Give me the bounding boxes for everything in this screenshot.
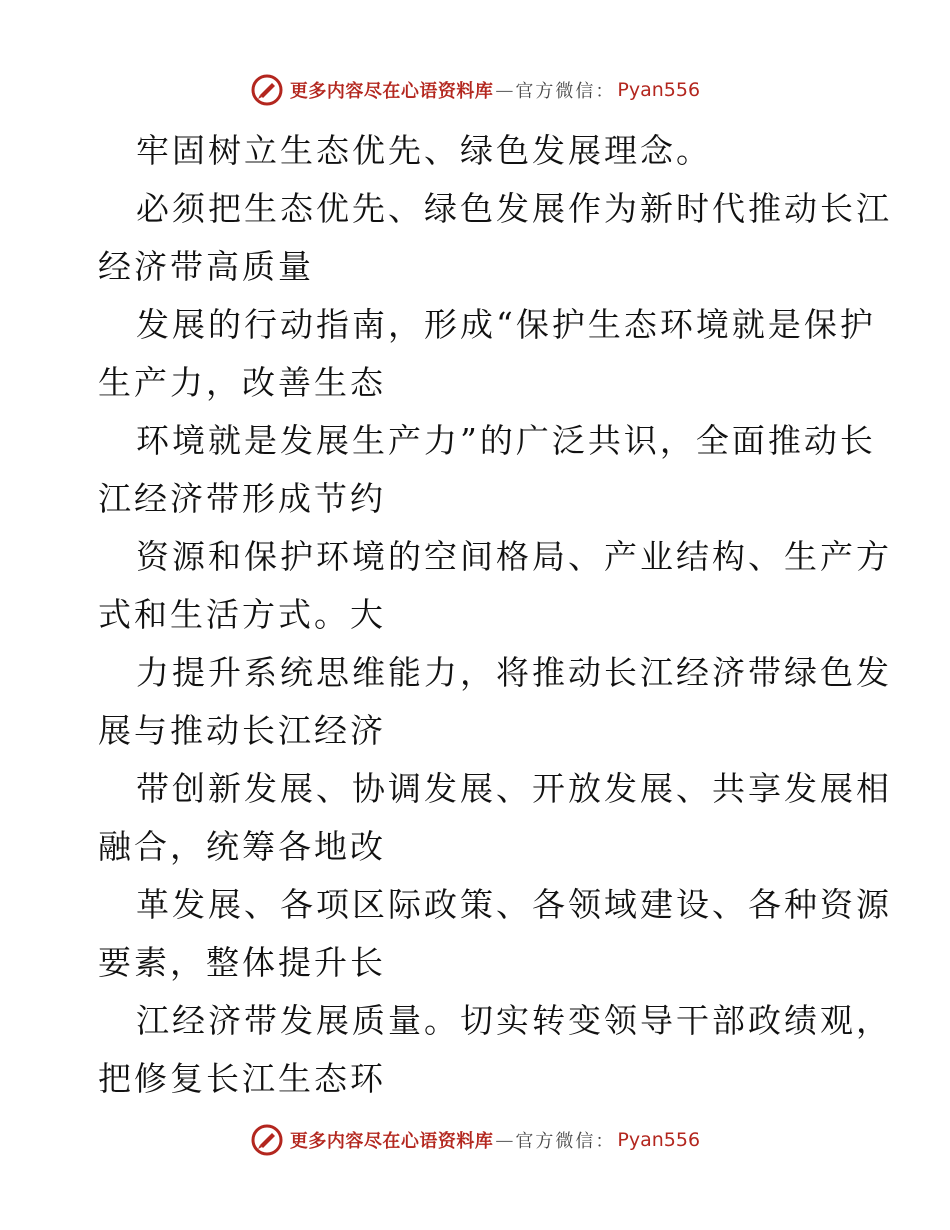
text-line: 革发展、各项区际政策、各领域建设、各种资源 [136, 885, 892, 924]
text-line: 资源和保护环境的空间格局、产业结构、生产方 [136, 537, 892, 576]
watermark-wechat-id: Pyan556 [617, 79, 701, 101]
text-line: 展与推动长江经济 [98, 711, 386, 750]
text-line: 融合，统筹各地改 [98, 827, 386, 866]
logo-icon [250, 1123, 284, 1157]
text-line: 发展的行动指南，形成“保护生态环境就是保护 [136, 305, 876, 344]
text-line: 力提升系统思维能力，将推动长江经济带绿色发 [136, 653, 892, 692]
document-body [98, 122, 892, 1108]
watermark-text: 更多内容尽在心语资料库 [289, 1131, 494, 1152]
text-line: 江经济带发展质量。切实转变领导干部政绩观， [136, 1001, 892, 1040]
watermark-text: 更多内容尽在心语资料库 [289, 81, 494, 102]
watermark-dash: — [495, 79, 514, 101]
text-line: 经济带高质量 [98, 247, 314, 286]
watermark-wechat-label: 官方微信： [515, 81, 616, 102]
text-line: 牢固树立生态优先、绿色发展理念。 [136, 131, 712, 170]
text-line: 带创新发展、协调发展、开放发展、共享发展相 [136, 769, 892, 808]
watermark-wechat-id: Pyan556 [617, 1129, 701, 1151]
header-watermark [0, 70, 950, 110]
text-line: 要素，整体提升长 [98, 943, 386, 982]
text-line: 环境就是发展生产力”的广泛共识，全面推动长 [136, 421, 876, 460]
text-line: 必须把生态优先、绿色发展作为新时代推动长江 [136, 189, 892, 228]
watermark-dash: — [495, 1129, 514, 1151]
text-line: 把修复长江生态环 [98, 1059, 386, 1098]
footer-watermark [0, 1120, 950, 1160]
text-line: 生产力，改善生态 [98, 363, 386, 402]
text-line: 江经济带形成节约 [98, 479, 386, 518]
logo-icon [250, 73, 284, 107]
text-line: 式和生活方式。大 [98, 595, 386, 634]
watermark-wechat-label: 官方微信： [515, 1131, 616, 1152]
